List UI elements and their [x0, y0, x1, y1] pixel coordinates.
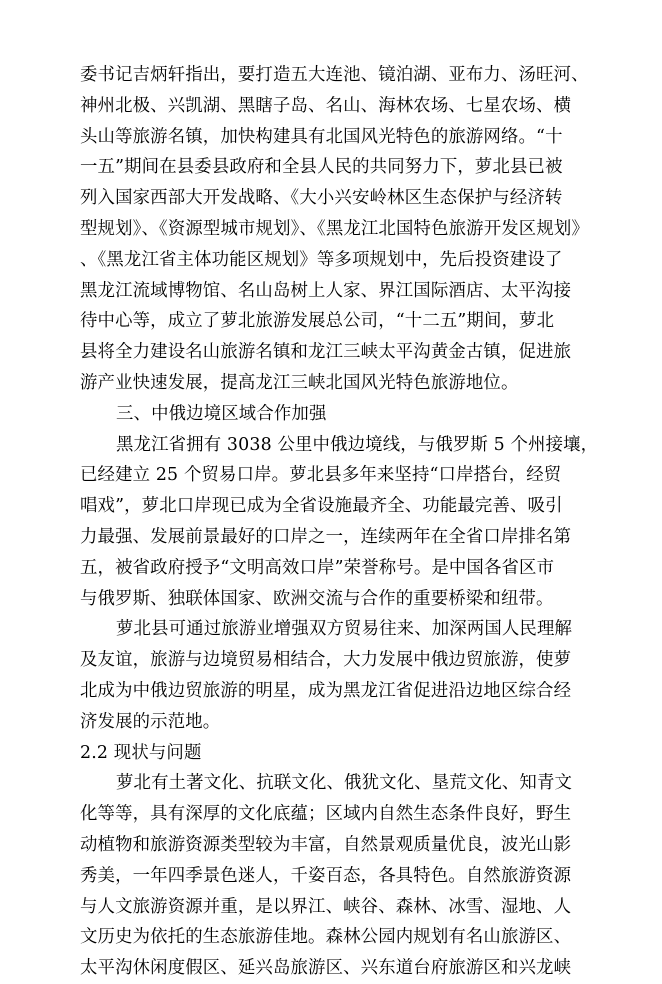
text-line: 文历史为依托的生态旅游佳地。森林公园内规划有名山旅游区、 [80, 927, 572, 948]
text-line: 萝北县可通过旅游业增强双方贸易往来、加深两国人民理解 [116, 619, 573, 640]
text-line: 北成为中俄边贸旅游的明星，成为黑龙江省促进沿边地区综合经 [80, 680, 572, 701]
text-line: 秀美，一年四季景色迷人，千姿百态，各具特色。自然旅游资源 [80, 865, 572, 886]
text-line: 与人文旅游资源并重，是以界江、峡谷、森林、冰雪、湿地、人 [80, 896, 572, 917]
text-line: 三、中俄边境区域合作加强 [116, 403, 327, 424]
text-line: 委书记吉炳轩指出，要打造五大连池、镜泊湖、亚布力、汤旺河、 [80, 65, 589, 85]
text-line: 、《黑龙江省主体功能区规划》等多项规划中，先后投资建设了 [80, 249, 563, 270]
text-line: 及友谊，旅游与边境贸易相结合，大力发展中俄边贸旅游，使萝 [80, 650, 572, 671]
text-line: 黑龙江省拥有 3038 公里中俄边境线，与俄罗斯 5 个州接壤， [116, 434, 599, 455]
text-line: 动植物和旅游资源类型较为丰富，自然景观质量优良，波光山影 [80, 834, 572, 855]
text-line: 济发展的示范地。 [80, 711, 221, 732]
text-line: 头山等旅游名镇，加快构建具有北国风光特色的旅游网络。“十 [80, 126, 563, 147]
text-line: 黑龙江流域博物馆、名山岛树上人家、界江国际酒店、太平沟接 [80, 280, 572, 301]
text-line: 化等等，具有深厚的文化底蕴；区域内自然生态条件良好，野生 [80, 804, 572, 825]
text-line: 五，被省政府授予“文明高效口岸”荣誉称号。是中国各省区市 [80, 557, 555, 578]
text-line: 力最强、发展前景最好的口岸之一，连续两年在全省口岸排名第 [80, 526, 572, 547]
text-line: 与俄罗斯、独联体国家、欧洲交流与合作的重要桥梁和纽带。 [80, 588, 554, 609]
text-line: 待中心等，成立了萝北旅游发展总公司，“十二五”期间，萝北 [80, 311, 555, 332]
text-line: 萝北有土著文化、抗联文化、俄犹文化、垦荒文化、知青文 [116, 773, 573, 794]
text-line: 已经建立 25 个贸易口岸。萝北县多年来坚持“口岸搭台，经贸 [80, 465, 562, 486]
text-line: 神州北极、兴凯湖、黑瞎子岛、名山、海林农场、七星农场、横 [80, 95, 572, 116]
text-line: 2.2 现状与问题 [80, 742, 202, 763]
text-line: 一五”期间在县委县政府和全县人民的共同努力下，萝北县已被 [80, 157, 563, 178]
text-line: 游产业快速发展，提高龙江三峡北国风光特色旅游地位。 [80, 372, 519, 393]
text-line: 县将全力建设名山旅游名镇和龙江三峡太平沟黄金古镇，促进旅 [80, 342, 572, 363]
text-line: 型规划》、《资源型城市规划》、《黑龙江北国特色旅游开发区规划》 [80, 218, 589, 239]
text-line: 唱戏”，萝北口岸现已成为全省设施最齐全、功能最完善、吸引 [80, 496, 563, 517]
text-line: 太平沟休闲度假区、延兴岛旅游区、兴东道台府旅游区和兴龙峡 [80, 958, 572, 979]
text-line: 列入国家西部大开发战略、《大小兴安岭林区生态保护与经济转 [80, 188, 563, 209]
